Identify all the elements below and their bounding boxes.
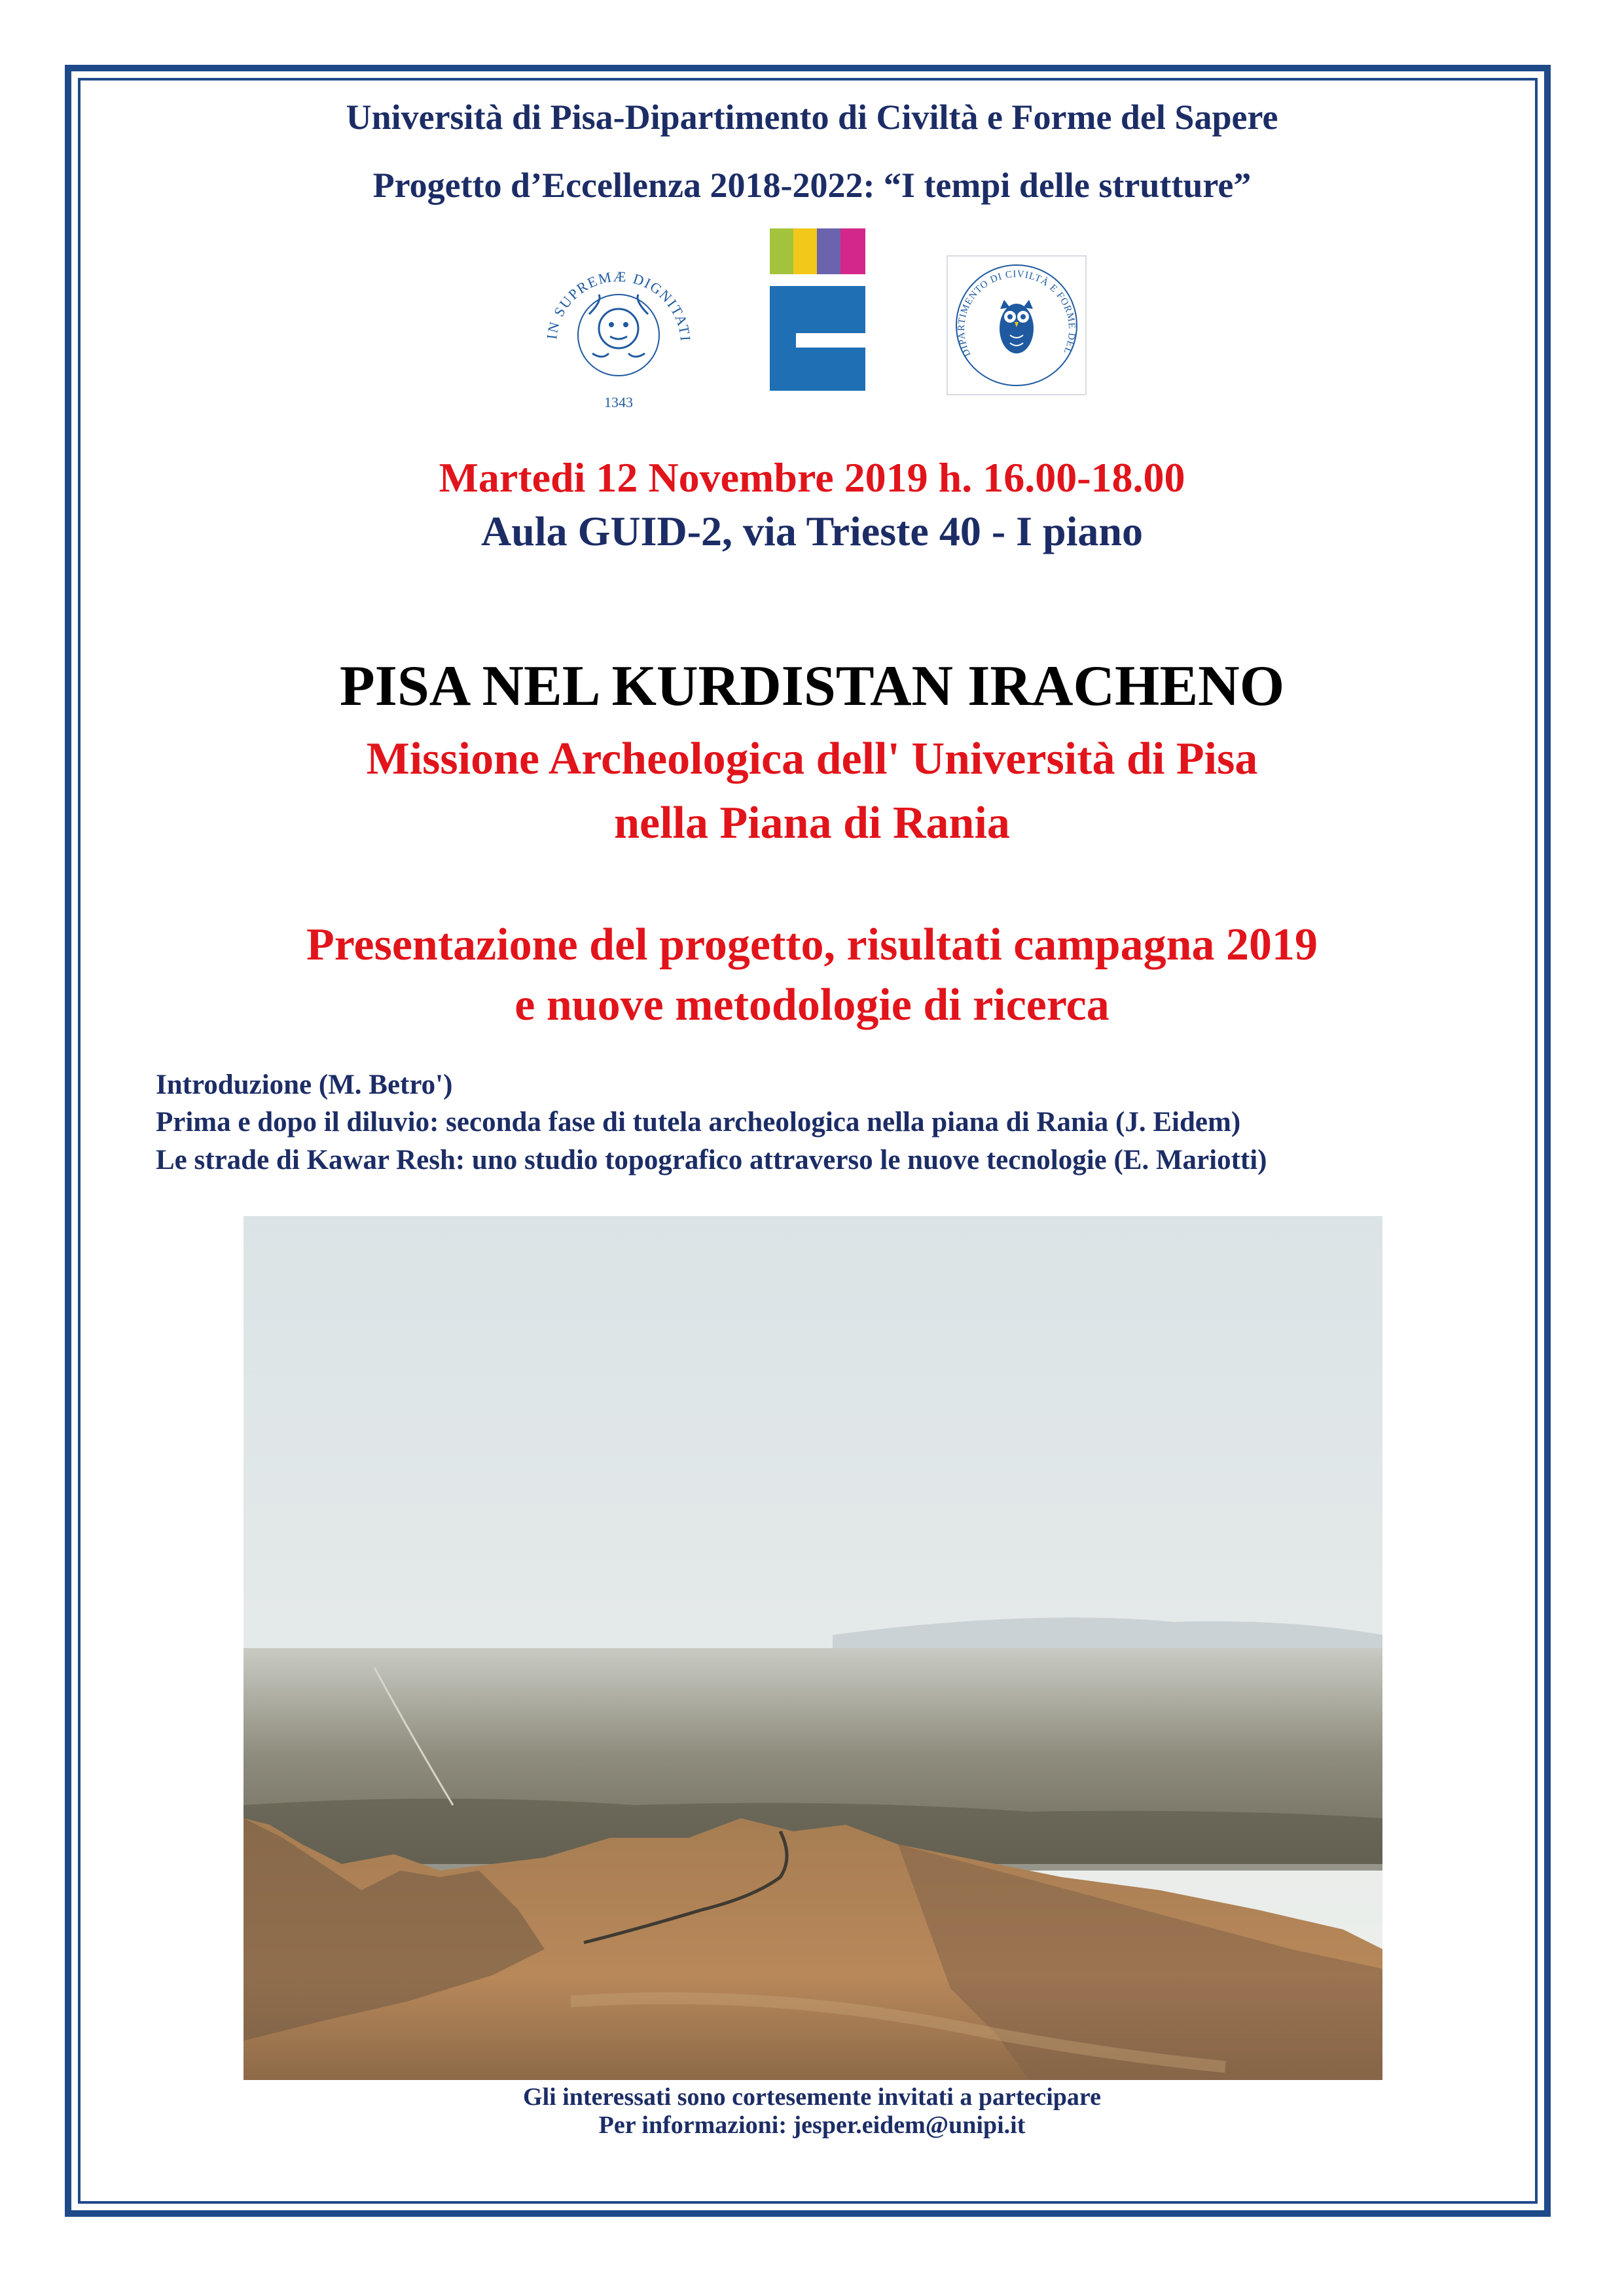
talk-item: Le strade di Kawar Resh: uno studio topografico attraverso le nuove tecnologie (E. Mariotti) xyxy=(156,1145,1267,1175)
svg-text:IN SUPREMÆ DIGNITATIS: IN SUPREMÆ DIGNITATI xyxy=(543,268,695,343)
talk-item: Prima e dopo il diluvio: seconda fase di tutela archeologica nella piana di Rania (J. Eidem) xyxy=(156,1107,1241,1138)
excellence-project-logo-icon xyxy=(770,228,865,391)
footer-contact: Per informazioni: jesper.eidem@unipi.it xyxy=(598,2111,1026,2139)
presentation-line1: Presentazione del progetto, risultati campagna 2019 xyxy=(306,920,1318,970)
footer-invite: Gli interessati sono cortesemente invitati a partecipare xyxy=(523,2083,1101,2111)
presentation-line2: e nuove metodologie di ricerca xyxy=(514,980,1110,1030)
talk-item: Introduzione (M. Betro') xyxy=(156,1069,453,1100)
institution-header: Università di Pisa-Dipartimento di Civiltà e Forme del Sapere xyxy=(346,98,1278,137)
landscape-photo-icon xyxy=(244,1216,1382,2080)
svg-text:DIPARTIMENTO DI CIVILTÀ E FORM: DIPARTIMENTO DI CIVILTÀ E FORME DEL xyxy=(956,269,1077,359)
svg-text:1343: 1343 xyxy=(604,394,633,410)
subtitle-line1: Missione Archeologica dell' Università di Pisa xyxy=(366,734,1258,784)
event-datetime: Martedi 12 Novembre 2019 h. 16.00-18.00 xyxy=(439,454,1185,501)
main-title: PISA NEL KURDISTAN IRACHENO xyxy=(339,655,1285,718)
owl-seal-icon xyxy=(947,255,1087,395)
event-location: Aula GUID-2, via Trieste 40 - I piano xyxy=(481,508,1143,554)
project-header: Progetto d’Eccellenza 2018-2022: “I tempi delle strutture” xyxy=(372,166,1252,205)
subtitle-line2: nella Piana di Rania xyxy=(614,798,1010,848)
university-seal-icon xyxy=(537,255,700,419)
